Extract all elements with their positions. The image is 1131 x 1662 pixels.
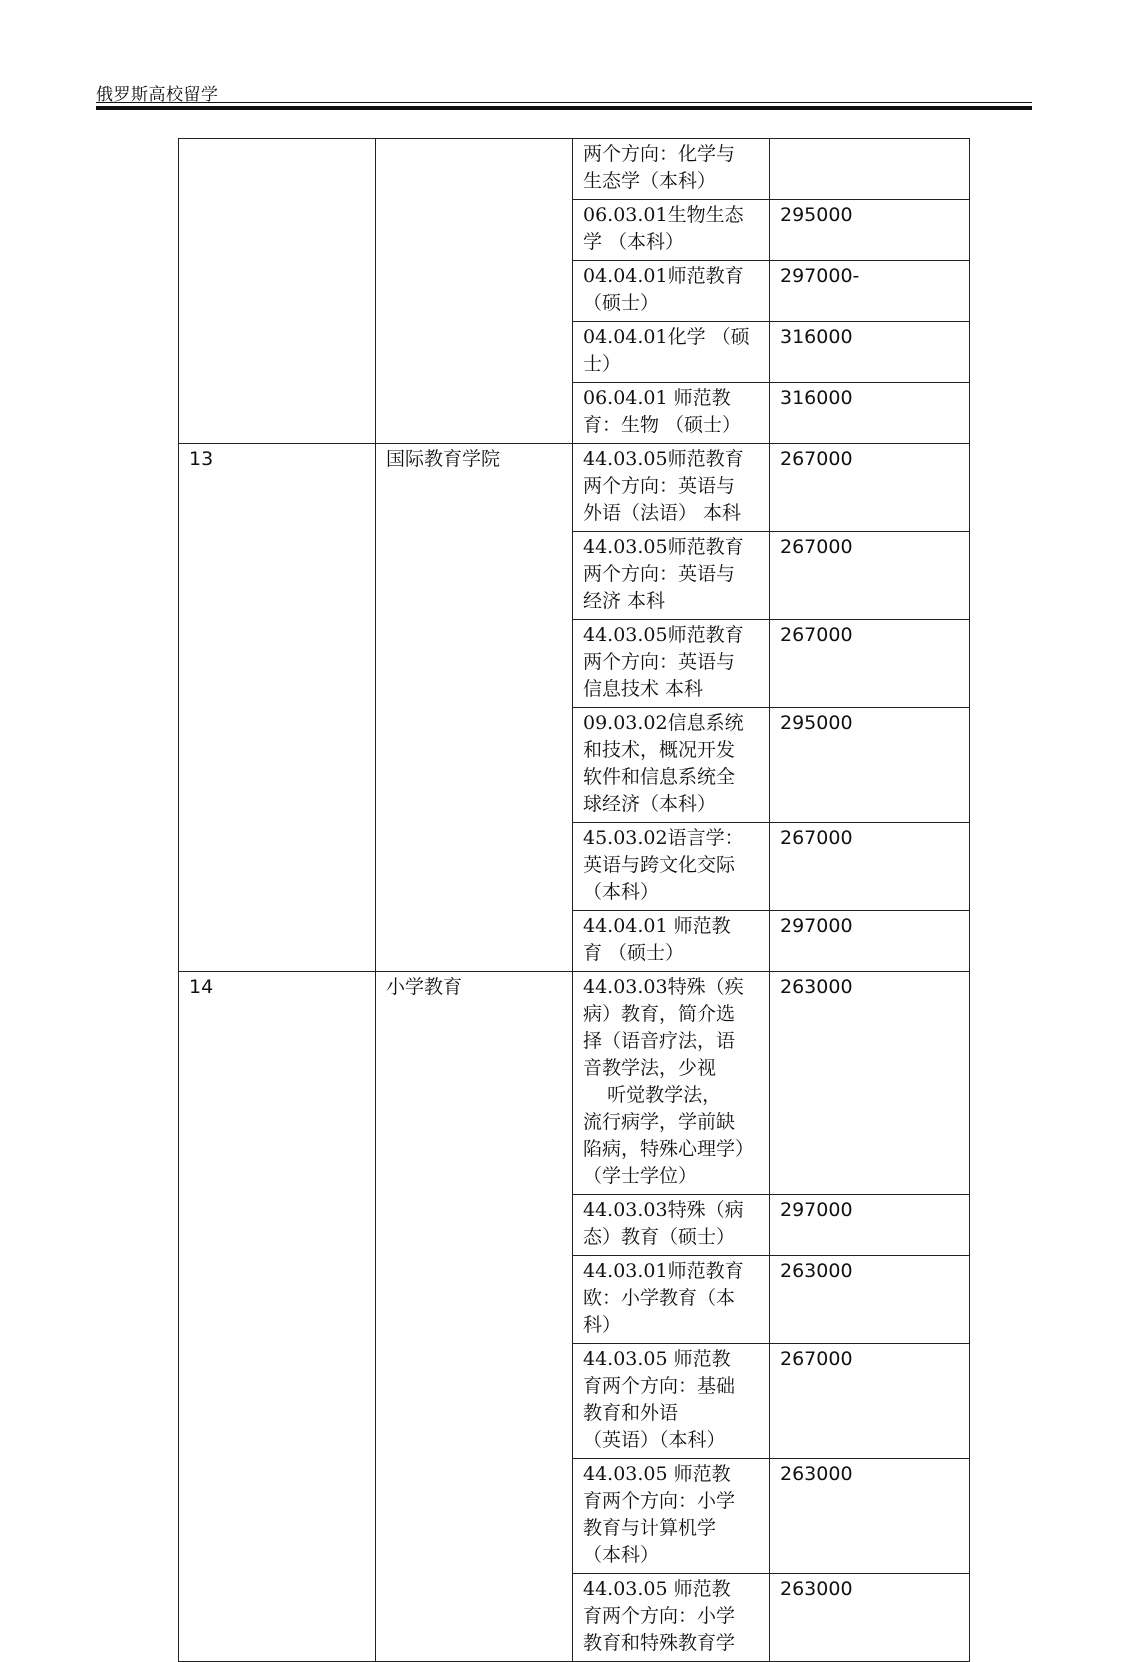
table-row	[179, 444, 970, 532]
program-cell: 44.03.01师范教育 欧：小学教育（本 科）	[573, 1256, 770, 1344]
row-number-cell	[179, 139, 376, 444]
fee-cell: 267000	[770, 823, 970, 911]
fee-cell: 267000	[770, 532, 970, 620]
program-cell: 04.04.01师范教育 （硕士）	[573, 261, 770, 322]
fee-cell: 295000	[770, 708, 970, 823]
fee-cell: 263000	[770, 1256, 970, 1344]
tuition-table	[178, 138, 970, 1662]
fee-cell: 295000	[770, 200, 970, 261]
header-rule-thick	[96, 106, 1032, 110]
institute-cell: 小学教育	[376, 972, 573, 1662]
program-cell: 44.03.05师范教育 两个方向：英语与 外语（法语） 本科	[573, 444, 770, 532]
page-header-title: 俄罗斯高校留学	[96, 85, 219, 105]
program-cell: 06.03.01生物生态 学 （本科）	[573, 200, 770, 261]
fee-cell: 267000	[770, 620, 970, 708]
program-cell: 44.03.05 师范教 育两个方向：小学 教育与计算机学 （本科）	[573, 1459, 770, 1574]
program-cell: 09.03.02信息系统 和技术，概况开发 软件和信息系统全 球经济（本科）	[573, 708, 770, 823]
fee-cell: 263000	[770, 1574, 970, 1662]
table-row	[179, 972, 970, 1195]
header-rule-thin	[96, 102, 1032, 103]
program-cell: 44.03.05师范教育 两个方向：英语与 信息技术 本科	[573, 620, 770, 708]
program-cell: 44.03.05 师范教 育两个方向：基础 教育和外语 （英语）（本科）	[573, 1344, 770, 1459]
fee-cell: 297000	[770, 911, 970, 972]
program-cell: 两个方向：化学与 生态学（本科）	[573, 139, 770, 200]
fee-cell: 316000	[770, 383, 970, 444]
program-cell: 44.03.05师范教育 两个方向：英语与 经济 本科	[573, 532, 770, 620]
fee-cell: 316000	[770, 322, 970, 383]
institute-cell: 国际教育学院	[376, 444, 573, 972]
program-cell: 45.03.02语言学： 英语与跨文化交际 （本科）	[573, 823, 770, 911]
row-number-cell: 13	[179, 444, 376, 972]
fee-cell: 263000	[770, 1459, 970, 1574]
program-cell: 06.04.01 师范教 育：生物 （硕士）	[573, 383, 770, 444]
fee-cell: 267000	[770, 1344, 970, 1459]
program-cell: 44.03.03特殊（病 态）教育（硕士）	[573, 1195, 770, 1256]
institute-cell	[376, 139, 573, 444]
fee-cell: 267000	[770, 444, 970, 532]
fee-cell: 297000-	[770, 261, 970, 322]
program-cell: 44.03.03特殊（疾 病）教育，简介选 择（语音疗法，语 音教学法，少视 听觉教学法， 流行病学，学前缺 陷病，特殊心理学） （学士学位）	[573, 972, 770, 1195]
fee-cell: 297000	[770, 1195, 970, 1256]
table-row	[179, 139, 970, 200]
fee-cell	[770, 139, 970, 200]
program-cell: 44.04.01 师范教 育 （硕士）	[573, 911, 770, 972]
row-number-cell: 14	[179, 972, 376, 1662]
program-cell: 04.04.01化学 （硕 士）	[573, 322, 770, 383]
program-cell: 44.03.05 师范教 育两个方向：小学 教育和特殊教育学	[573, 1574, 770, 1662]
fee-cell: 263000	[770, 972, 970, 1195]
